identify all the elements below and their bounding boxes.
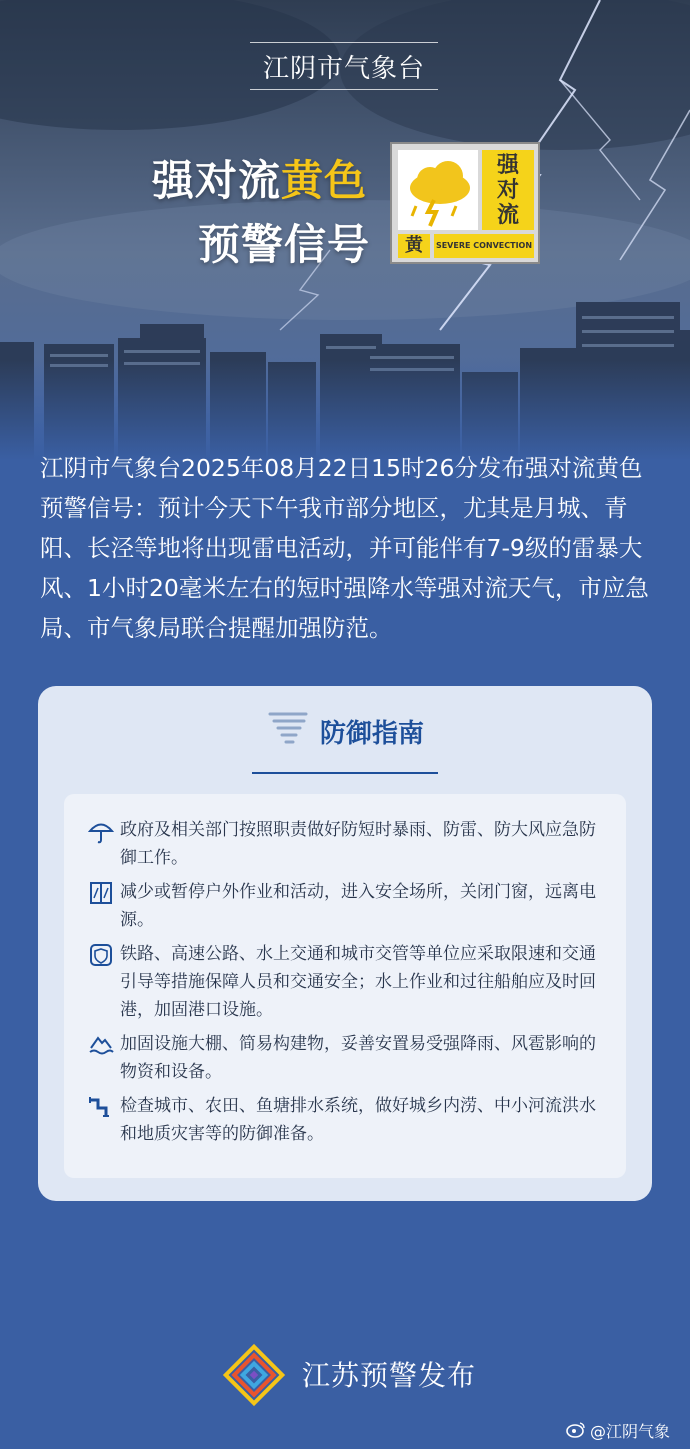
badge-char-2: 对 <box>496 177 519 203</box>
guide-title: 防御指南 <box>319 718 424 749</box>
window-icon <box>88 878 120 934</box>
list-item <box>88 1092 608 1148</box>
jiangsu-warning-logo <box>222 1343 286 1407</box>
announcement-text: 江阴市气象台2025年08月22日15时26分发布强对流黄色预警信号：预计今天下午我市部分地区，尤其是月城、青阳、长泾等地将出现雷电活动，并可能伴有7-9级的雷暴大风、1小时20毫米左右的短时强降水等强对流天气，市应急局、市气象局联合提醒加强防范。 <box>40 454 649 642</box>
badge-english-label: SEVERE CONVECTION <box>434 234 534 258</box>
issuer-label <box>250 42 438 90</box>
guide-item-text: 减少或暂停户外作业和活动，进入安全场所，关闭门窗，远离电源。 <box>120 882 596 930</box>
pipe-icon <box>88 1092 120 1148</box>
guide-item-text: 铁路、高速公路、水上交通和城市交管等单位应采取限速和交通引导等措施保障人员和交通安全；水上作业和过往船舶应及时回港，加固港口设施。 <box>120 944 596 1020</box>
hero-banner <box>0 0 690 460</box>
weibo-icon <box>566 1420 586 1442</box>
guide-list <box>64 794 626 1178</box>
list-item <box>88 1030 608 1086</box>
badge-char-3: 流 <box>496 202 519 228</box>
footer-brand: 江苏预警发布 <box>302 1359 477 1392</box>
issuer-text: 江阴市气象台 <box>262 53 425 84</box>
guide-item-text: 加固设施大棚、简易构建物，妥善安置易受强降雨、风雹影响的物资和设备。 <box>120 1034 596 1082</box>
badge-level-label: 黄 <box>398 234 430 258</box>
umbrella-icon <box>88 816 120 872</box>
weibo-watermark <box>566 1419 670 1442</box>
thunderstorm-icon <box>398 150 478 230</box>
tornado-icon <box>266 708 310 754</box>
badge-type-label <box>482 150 534 230</box>
shield-icon <box>88 940 120 1024</box>
list-item <box>88 940 608 1024</box>
list-item <box>88 878 608 934</box>
guide-header <box>38 706 652 756</box>
title-level: 黄色 <box>281 156 368 205</box>
alert-title-line2: 预警信号 <box>198 220 371 269</box>
guide-divider <box>252 772 438 774</box>
flood-icon <box>88 1030 120 1086</box>
alert-title-line1 <box>152 148 367 208</box>
list-item <box>88 816 608 872</box>
warning-badge <box>390 142 540 264</box>
defense-guide-card <box>38 686 652 1201</box>
watermark-text: @江阴气象 <box>590 1422 671 1441</box>
guide-item-text: 政府及相关部门按照职责做好防短时暴雨、防雷、防大风应急防御工作。 <box>120 820 596 868</box>
guide-item-text: 检查城市、农田、鱼塘排水系统，做好城乡内涝、中小河流洪水和地质灾害等的防御准备。 <box>120 1096 596 1144</box>
title-prefix: 强对流 <box>152 156 282 205</box>
badge-char-1: 强 <box>496 152 519 178</box>
